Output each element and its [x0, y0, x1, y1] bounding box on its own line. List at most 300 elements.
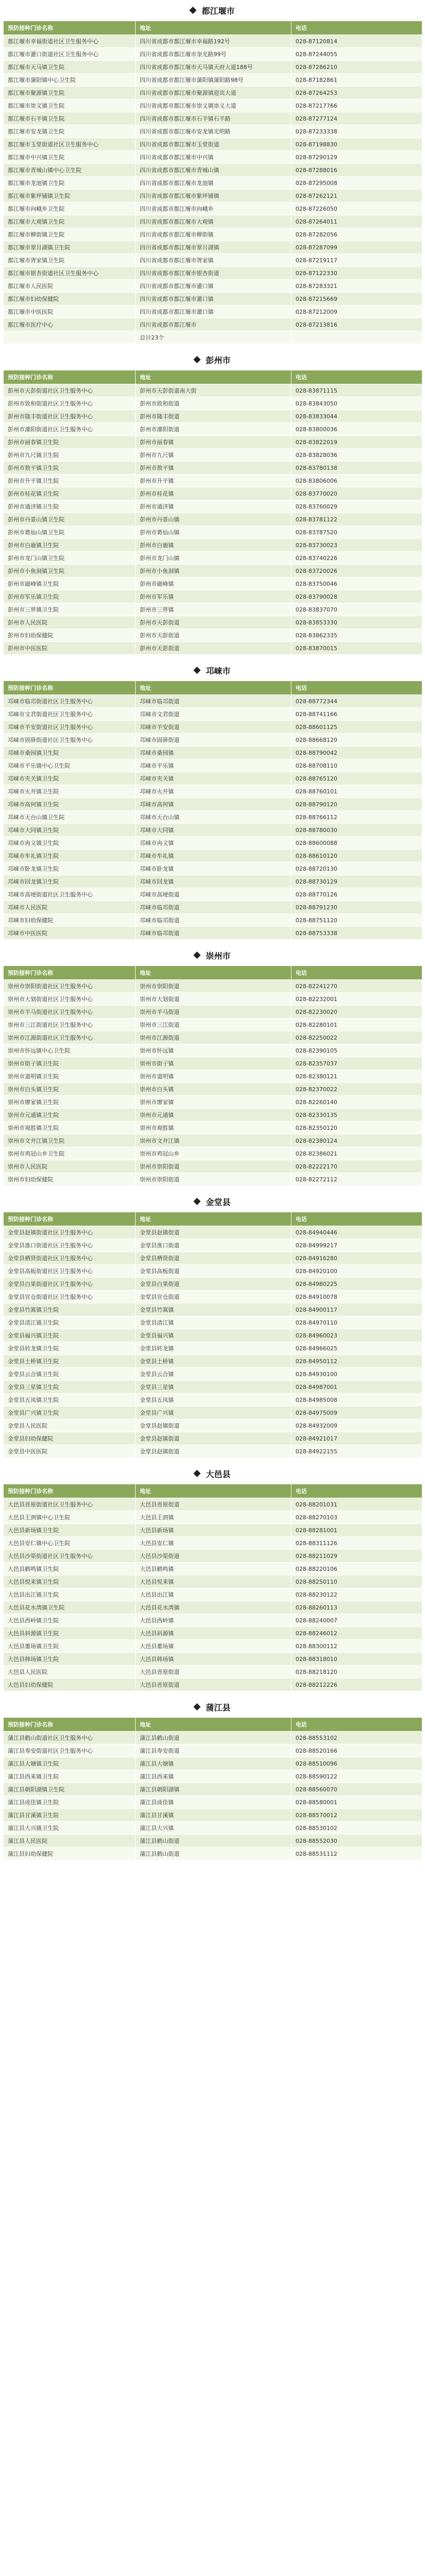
clinic-name-cell: 都江堰市安龙镇卫生院 — [4, 125, 136, 138]
table-row — [4, 1342, 422, 1355]
district-section — [0, 1697, 425, 1866]
clinic-name-cell: 彭州市磁峰镇卫生院 — [4, 578, 136, 590]
clinic-name-cell: 都江堰市天马镇卫生院 — [4, 61, 136, 74]
district-section — [0, 945, 425, 1191]
phone-cell: 028-88590122 — [291, 1770, 422, 1783]
clinic-table — [3, 21, 422, 344]
clinic-name-cell: 大邑县出江镇卫生院 — [4, 1588, 136, 1601]
address-cell: 蒲江县大兴镇 — [136, 1822, 291, 1835]
clinic-name-cell: 彭州市隆丰街道社区卫生服务中心 — [4, 410, 136, 423]
address-cell: 邛崃市文君街道 — [136, 708, 291, 721]
table-row — [4, 228, 422, 241]
phone-cell: 028-83780138 — [291, 462, 422, 474]
address-cell: 邛崃市牟礼镇 — [136, 850, 291, 862]
table-row — [4, 306, 422, 318]
table-row — [4, 1419, 422, 1432]
table-row — [4, 1614, 422, 1627]
clinic-table — [3, 681, 422, 940]
table-row — [4, 293, 422, 306]
address-cell: 崇州市观胜镇 — [136, 1122, 291, 1134]
table-row — [4, 1524, 422, 1537]
address-cell: 彭州市小鱼洞镇 — [136, 565, 291, 578]
address-cell: 大邑县斜源镇 — [136, 1627, 291, 1640]
phone-cell: 028-82370022 — [291, 1083, 422, 1096]
phone-cell: 028-87120814 — [291, 35, 422, 48]
address-cell: 崇州市街子镇 — [136, 1057, 291, 1070]
phone-cell: 028-87244055 — [291, 48, 422, 61]
table-row — [4, 1666, 422, 1679]
header-address: 地址 — [136, 1718, 291, 1732]
table-row — [4, 616, 422, 629]
address-cell: 金堂县三星镇 — [136, 1381, 291, 1394]
table-row — [4, 1031, 422, 1044]
table-row — [4, 785, 422, 798]
address-cell: 大邑县出江镇 — [136, 1588, 291, 1601]
clinic-name-cell: 都江堰市崇义镇卫生院 — [4, 99, 136, 112]
address-cell: 崇州市江源街道 — [136, 1031, 291, 1044]
address-cell: 四川省成都市都江堰市中兴镇 — [136, 151, 291, 164]
address-cell: 四川省成都市都江堰市青城山镇 — [136, 164, 291, 177]
address-cell: 彭州市白鹿镇 — [136, 539, 291, 552]
phone-cell: 028-88212226 — [291, 1679, 422, 1691]
clinic-name-cell: 金堂县土桥镇卫生院 — [4, 1355, 136, 1368]
clinic-name-cell: 大邑县花水湾镇卫生院 — [4, 1601, 136, 1614]
phone-cell: 028-82241270 — [291, 980, 422, 993]
phone-cell: 028-88751120 — [291, 914, 422, 927]
phone-cell: 028-83862335 — [291, 629, 422, 642]
clinic-name-cell: 都江堰市妇幼保健院 — [4, 293, 136, 306]
address-cell: 蒲江县西来镇 — [136, 1770, 291, 1783]
phone-cell: 028-83770020 — [291, 487, 422, 500]
diamond-icon — [193, 356, 201, 363]
address-cell: 四川省成都市都江堰市大观镇 — [136, 215, 291, 228]
clinic-name-cell: 都江堰市人民医院 — [4, 280, 136, 293]
district-title — [0, 1697, 425, 1717]
phone-cell: 028-88766112 — [291, 811, 422, 824]
table-row — [4, 1406, 422, 1419]
table-row — [4, 1006, 422, 1019]
address-cell: 邛崃市桑园镇 — [136, 747, 291, 759]
table-row — [4, 1835, 422, 1848]
phone-cell: 028-82330135 — [291, 1109, 422, 1122]
header-clinic-name: 预防接种门诊名称 — [4, 681, 136, 695]
phone-cell: 028-83853330 — [291, 616, 422, 629]
address-cell: 金堂县清江镇 — [136, 1316, 291, 1329]
address-cell: 邛崃市固驿街道 — [136, 734, 291, 747]
address-cell: 邛崃市高何镇 — [136, 798, 291, 811]
table-row — [4, 824, 422, 837]
phone-cell: 028-87283321 — [291, 280, 422, 293]
address-cell: 崇州市崇阳街道 — [136, 1173, 291, 1186]
address-cell: 四川省成都市都江堰市向峨乡 — [136, 202, 291, 215]
district-section — [0, 1463, 425, 1697]
header-clinic-name: 预防接种门诊名称 — [4, 966, 136, 980]
phone-cell: 028-87264253 — [291, 87, 422, 99]
phone-cell: 028-84985008 — [291, 1394, 422, 1406]
clinic-name-cell: 都江堰市龙池镇卫生院 — [4, 177, 136, 190]
address-cell: 彭州市军乐镇 — [136, 590, 291, 603]
phone-cell: 028-83730023 — [291, 539, 422, 552]
diamond-icon — [193, 1703, 201, 1710]
clinic-name-cell: 崇州市江源街道社区卫生服务中心 — [4, 1031, 136, 1044]
table-header-row — [4, 1212, 422, 1226]
table-header-row — [4, 966, 422, 980]
address-cell: 彭州市丽春镇 — [136, 436, 291, 449]
table-row — [4, 837, 422, 850]
address-cell: 四川省成都市都江堰市翠月湖镇 — [136, 241, 291, 254]
section-gap — [0, 1186, 425, 1191]
clinic-name-cell: 邛崃市文君街道社区卫生服务中心 — [4, 708, 136, 721]
phone-cell: 028-88668120 — [291, 734, 422, 747]
address-cell: 邛崃市冉义镇 — [136, 837, 291, 850]
address-cell: 四川省成都市都江堰市灌口镇 — [136, 293, 291, 306]
header-phone: 电话 — [291, 1718, 422, 1732]
address-cell: 邛崃市羊安街道 — [136, 721, 291, 734]
clinic-name-cell: 崇州市崇阳街道社区卫生服务中心 — [4, 980, 136, 993]
clinic-name-cell: 邛崃市夹关镇卫生院 — [4, 772, 136, 785]
clinic-name-cell: 金堂县中医医院 — [4, 1445, 136, 1458]
clinic-name-cell: 都江堰市石羊镇卫生院 — [4, 112, 136, 125]
clinic-name-cell: 彭州市致和街道社区卫生服务中心 — [4, 397, 136, 410]
clinic-name-cell: 崇州市人民医院 — [4, 1160, 136, 1173]
address-cell: 金堂县栖贤街道 — [136, 1252, 291, 1265]
address-cell: 崇州市白头镇 — [136, 1083, 291, 1096]
clinic-name-cell: 彭州市丹景山镇卫生院 — [4, 513, 136, 526]
address-cell: 金堂县竹篙镇 — [136, 1303, 291, 1316]
phone-cell: 028-88780030 — [291, 824, 422, 837]
address-cell: 四川省成都市都江堰市紫坪铺镇 — [136, 190, 291, 202]
clinic-name-cell: 邛崃市天台山镇卫生院 — [4, 811, 136, 824]
address-cell: 蒲江县成佳镇 — [136, 1796, 291, 1809]
table-row — [4, 164, 422, 177]
table-row — [4, 280, 422, 293]
clinic-name-cell: 金堂县淮口街道社区卫生服务中心 — [4, 1239, 136, 1252]
phone-cell: 028-88260113 — [291, 1601, 422, 1614]
header-address: 地址 — [136, 370, 291, 384]
clinic-name-cell: 都江堰市蒲阳镇中心卫生院 — [4, 74, 136, 87]
clinic-name-cell: 邛崃市临邛街道社区卫生服务中心 — [4, 695, 136, 708]
table-row — [4, 629, 422, 642]
clinic-name-cell: 彭州市濛阳街道社区卫生服务中心 — [4, 423, 136, 436]
table-row — [4, 1575, 422, 1588]
address-cell: 蒲江县甘溪镇 — [136, 1809, 291, 1822]
clinic-table — [3, 1484, 422, 1691]
table-row — [4, 721, 422, 734]
phone-cell: 028-83871115 — [291, 384, 422, 397]
phone-cell: 028-88770126 — [291, 888, 422, 901]
clinic-name-cell: 大邑县沙渠街道社区卫生服务中心 — [4, 1550, 136, 1563]
table-row — [4, 99, 422, 112]
clinic-name-cell: 崇州市大划街道社区卫生服务中心 — [4, 993, 136, 1006]
address-cell: 邛崃市卧龙镇 — [136, 862, 291, 875]
address-cell: 大邑县新场镇 — [136, 1524, 291, 1537]
clinic-name-cell: 邛崃市羊安街道社区卫生服务中心 — [4, 721, 136, 734]
clinic-table — [3, 1212, 422, 1458]
clinic-name-cell: 彭州市桂花镇卫生院 — [4, 487, 136, 500]
table-row — [4, 500, 422, 513]
address-cell: 邛崃市临邛街道 — [136, 695, 291, 708]
table-row — [4, 1783, 422, 1796]
clinic-name-cell: 都江堰市向峨乡卫生院 — [4, 202, 136, 215]
phone-cell: 028-87182861 — [291, 74, 422, 87]
phone-cell: 028-82250022 — [291, 1031, 422, 1044]
address-cell: 邛崃市临邛街道 — [136, 927, 291, 940]
district-section — [0, 349, 425, 660]
phone-cell: 028-88218120 — [291, 1666, 422, 1679]
address-cell: 四川省成都市都江堰市灌口镇 — [136, 280, 291, 293]
clinic-name-cell: 邛崃市固驿街道社区卫生服务中心 — [4, 734, 136, 747]
address-cell: 彭州市丹景山镇 — [136, 513, 291, 526]
phone-cell: 028-88601125 — [291, 721, 422, 734]
clinic-name-cell: 金堂县清江镇卫生院 — [4, 1316, 136, 1329]
clinic-name-cell: 都江堰市中医医院 — [4, 306, 136, 318]
phone-cell: 028-84922155 — [291, 1445, 422, 1458]
phone-cell: 028-88230122 — [291, 1588, 422, 1601]
address-cell: 崇州市廖家镇 — [136, 1096, 291, 1109]
clinic-name-cell: 大邑县新场镇卫生院 — [4, 1524, 136, 1537]
clinic-name-cell: 崇州市元通镇卫生院 — [4, 1109, 136, 1122]
address-cell: 四川省成都市都江堰市天马镇天府大道188号 — [136, 61, 291, 74]
address-cell: 大邑县悦来镇 — [136, 1575, 291, 1588]
clinic-name-cell: 金堂县广兴镇卫生院 — [4, 1406, 136, 1419]
header-address: 地址 — [136, 21, 291, 35]
phone-cell: 028-83787520 — [291, 526, 422, 539]
phone-cell: 028-88600088 — [291, 837, 422, 850]
address-cell: 四川省成都市都江堰市聚源镇迎宾大道 — [136, 87, 291, 99]
clinic-name-cell: 崇州市街子镇卫生院 — [4, 1057, 136, 1070]
address-cell: 四川省成都市都江堰市崇义镇崇义大道 — [136, 99, 291, 112]
clinic-name-cell: 大邑县悦来镇卫生院 — [4, 1575, 136, 1588]
address-cell: 彭州市致和街道 — [136, 397, 291, 410]
section-gap — [0, 1860, 425, 1866]
table-row — [4, 1588, 422, 1601]
phone-cell: 028-82272112 — [291, 1173, 422, 1186]
clinic-name-cell: 彭州市龙门山镇卫生院 — [4, 552, 136, 565]
phone-cell: 028-82380121 — [291, 1070, 422, 1083]
table-row — [4, 1601, 422, 1614]
table-row — [4, 1355, 422, 1368]
table-row — [4, 462, 422, 474]
table-row — [4, 747, 422, 759]
address-cell: 邛崃市天台山镇 — [136, 811, 291, 824]
address-cell: 彭州市天彭街道 — [136, 616, 291, 629]
header-phone: 电话 — [291, 1484, 422, 1498]
clinic-name-cell: 邛崃市火井镇卫生院 — [4, 785, 136, 798]
table-row — [4, 1252, 422, 1265]
header-address: 地址 — [136, 681, 291, 695]
phone-cell: 028-82260140 — [291, 1096, 422, 1109]
address-cell: 四川省成都市都江堰市龙池镇 — [136, 177, 291, 190]
diamond-icon — [189, 7, 197, 14]
address-cell: 大邑县王泗镇 — [136, 1511, 291, 1524]
table-row — [4, 603, 422, 616]
section-gap — [0, 1458, 425, 1463]
clinic-name-cell: 金堂县竹篙镇卫生院 — [4, 1303, 136, 1316]
table-row — [4, 1303, 422, 1316]
table-row — [4, 1226, 422, 1239]
phone-cell: 028-87122330 — [291, 267, 422, 280]
phone-cell: 028-82357037 — [291, 1057, 422, 1070]
address-cell: 彭州市三界镇 — [136, 603, 291, 616]
clinic-name-cell: 崇州市羊马街道社区卫生服务中心 — [4, 1006, 136, 1019]
clinic-name-cell: 大邑县斜源镇卫生院 — [4, 1627, 136, 1640]
table-row — [4, 1368, 422, 1381]
clinic-name-cell: 崇州市三江街道社区卫生服务中心 — [4, 1019, 136, 1031]
address-cell: 四川省成都市都江堰市柳街镇 — [136, 228, 291, 241]
table-row — [4, 125, 422, 138]
summary-count: 总计23个 — [136, 331, 291, 344]
header-clinic-name: 预防接种门诊名称 — [4, 370, 136, 384]
phone-cell: 028-84980225 — [291, 1278, 422, 1291]
clinic-name-cell: 都江堰市紫坪铺镇卫生院 — [4, 190, 136, 202]
clinic-name-cell: 都江堰市医疗中心 — [4, 318, 136, 331]
address-cell: 邛崃市高埂街道 — [136, 888, 291, 901]
district-title-text: 都江堰市 — [201, 6, 235, 16]
phone-cell: 028-88790120 — [291, 798, 422, 811]
clinic-name-cell: 大邑县鹤鸣镇卫生院 — [4, 1563, 136, 1575]
table-row — [4, 423, 422, 436]
address-cell: 蒲江县大塘镇 — [136, 1757, 291, 1770]
clinic-name-cell: 崇州市观胜镇卫生院 — [4, 1122, 136, 1134]
table-row — [4, 436, 422, 449]
table-row — [4, 1732, 422, 1744]
address-cell: 蒲江县鹤山街道 — [136, 1732, 291, 1744]
phone-cell: 028-88760101 — [291, 785, 422, 798]
phone-cell: 028-87277124 — [291, 112, 422, 125]
clinic-name-cell: 金堂县赵镇街道社区卫生服务中心 — [4, 1226, 136, 1239]
clinic-name-cell: 彭州市军乐镇卫生院 — [4, 590, 136, 603]
header-clinic-name: 预防接种门诊名称 — [4, 1484, 136, 1498]
clinic-name-cell: 彭州市葛仙山镇卫生院 — [4, 526, 136, 539]
address-cell: 崇州市三江街道 — [136, 1019, 291, 1031]
phone-cell: 028-87282056 — [291, 228, 422, 241]
address-cell: 彭州市升平镇 — [136, 474, 291, 487]
table-header-row — [4, 21, 422, 35]
phone-cell: 028-87264011 — [291, 215, 422, 228]
phone-cell: 028-88570012 — [291, 1809, 422, 1822]
phone-cell: 028-87219117 — [291, 254, 422, 267]
clinic-name-cell: 崇州市鸡冠山乡卫生院 — [4, 1147, 136, 1160]
clinic-name-cell: 大邑县西岭镇卫生院 — [4, 1614, 136, 1627]
address-cell: 崇州市大划街道 — [136, 993, 291, 1006]
address-cell: 崇州市鸡冠山乡 — [136, 1147, 291, 1160]
phone-cell: 028-83800036 — [291, 423, 422, 436]
address-cell: 崇州市崇阳街道 — [136, 1160, 291, 1173]
phone-cell: 028-88552030 — [291, 1835, 422, 1848]
address-cell: 金堂县土桥镇 — [136, 1355, 291, 1368]
phone-cell: 028-88708110 — [291, 759, 422, 772]
address-cell: 四川省成都市都江堰市玉堂街道 — [136, 138, 291, 151]
table-row — [4, 449, 422, 462]
header-clinic-name: 预防接种门诊名称 — [4, 1718, 136, 1732]
phone-cell: 028-88772344 — [291, 695, 422, 708]
phone-cell: 028-82280101 — [291, 1019, 422, 1031]
phone-cell: 028-82380124 — [291, 1134, 422, 1147]
address-cell: 彭州市天彭街道 — [136, 642, 291, 655]
clinic-name-cell: 邛崃市中医医院 — [4, 927, 136, 940]
address-cell: 四川省成都市都江堰市安龙镇光明路 — [136, 125, 291, 138]
phone-cell: 028-87233338 — [291, 125, 422, 138]
phone-cell: 028-88220106 — [291, 1563, 422, 1575]
phone-cell: 028-87262121 — [291, 190, 422, 202]
district-title-text: 邛崃市 — [205, 666, 231, 676]
address-cell: 蒲江县寿安街道 — [136, 1744, 291, 1757]
phone-cell: 028-88790042 — [291, 747, 422, 759]
table-row — [4, 1445, 422, 1458]
table-row — [4, 254, 422, 267]
table-row — [4, 578, 422, 590]
table-row — [4, 708, 422, 721]
phone-cell: 028-88246012 — [291, 1627, 422, 1640]
clinic-name-cell: 彭州市小鱼洞镇卫生院 — [4, 565, 136, 578]
header-phone: 电话 — [291, 966, 422, 980]
address-cell: 大邑县韩场镇 — [136, 1653, 291, 1666]
clinic-name-cell: 蒲江县寿安街道社区卫生服务中心 — [4, 1744, 136, 1757]
address-cell: 邛崃市夹关镇 — [136, 772, 291, 785]
phone-cell: 028-82350120 — [291, 1122, 422, 1134]
address-cell: 邛崃市平乐镇 — [136, 759, 291, 772]
table-row — [4, 202, 422, 215]
phone-cell: 028-87213816 — [291, 318, 422, 331]
address-cell: 彭州市磁峰镇 — [136, 578, 291, 590]
district-title — [0, 945, 425, 965]
clinic-name-cell: 彭州市通济镇卫生院 — [4, 500, 136, 513]
table-row — [4, 759, 422, 772]
phone-cell: 028-82230020 — [291, 1006, 422, 1019]
phone-cell: 028-84910078 — [291, 1291, 422, 1303]
phone-cell: 028-83760029 — [291, 500, 422, 513]
table-row — [4, 1096, 422, 1109]
phone-cell: 028-88560070 — [291, 1783, 422, 1796]
table-row — [4, 1809, 422, 1822]
table-row — [4, 397, 422, 410]
address-cell: 四川省成都市都江堰市银杏街道 — [136, 267, 291, 280]
clinic-name-cell: 都江堰市柳街镇卫生院 — [4, 228, 136, 241]
phone-cell: 028-88765120 — [291, 772, 422, 785]
diamond-icon — [193, 667, 201, 674]
clinic-name-cell: 金堂县官仓街道社区卫生服务中心 — [4, 1291, 136, 1303]
clinic-name-cell: 邛崃市人民医院 — [4, 901, 136, 914]
phone-cell: 028-83750046 — [291, 578, 422, 590]
address-cell: 彭州市九尺镇 — [136, 449, 291, 462]
table-row — [4, 1679, 422, 1691]
table-row — [4, 318, 422, 331]
address-cell: 蒲江县朝阳湖镇 — [136, 1783, 291, 1796]
clinic-name-cell: 大邑县妇幼保健院 — [4, 1679, 136, 1691]
address-cell: 四川省成都市都江堰市奎光路99号 — [136, 48, 291, 61]
address-cell: 金堂县白果街道 — [136, 1278, 291, 1291]
table-row — [4, 850, 422, 862]
table-row — [4, 642, 422, 655]
address-cell: 金堂县淮口街道 — [136, 1239, 291, 1252]
phone-cell: 028-84940446 — [291, 1226, 422, 1239]
phone-cell: 028-88201031 — [291, 1498, 422, 1511]
phone-cell: 028-88311126 — [291, 1537, 422, 1550]
clinic-name-cell: 金堂县高板街道社区卫生服务中心 — [4, 1265, 136, 1278]
table-row — [4, 1265, 422, 1278]
clinic-name-cell: 金堂县三星镇卫生院 — [4, 1381, 136, 1394]
table-row — [4, 1627, 422, 1640]
address-cell: 大邑县晋原街道 — [136, 1666, 291, 1679]
address-cell: 彭州市桂花镇 — [136, 487, 291, 500]
table-row — [4, 1563, 422, 1575]
clinic-name-cell: 彭州市升平镇卫生院 — [4, 474, 136, 487]
clinic-name-cell: 邛崃市妇幼保健院 — [4, 914, 136, 927]
table-row — [4, 1653, 422, 1666]
address-cell: 四川省成都市都江堰市 — [136, 318, 291, 331]
phone-cell: 028-87290129 — [291, 151, 422, 164]
address-cell: 四川省成都市都江堰市幸福路192号 — [136, 35, 291, 48]
